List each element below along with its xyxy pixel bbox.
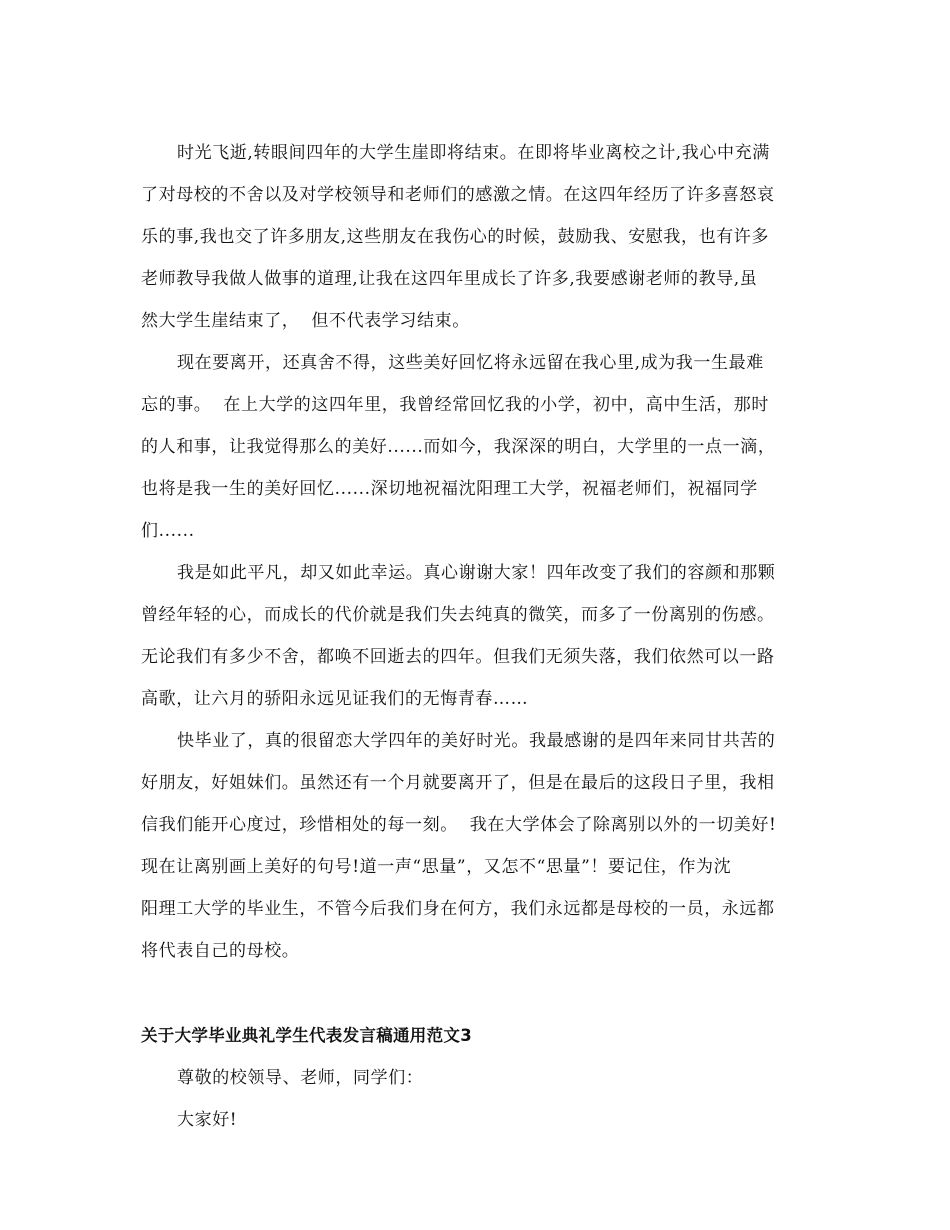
paragraph-4-line-4: 现在让离别画上美好的句号!道一声“思量”，又怎不“思量”！要记住，作为沈 bbox=[141, 857, 732, 877]
section-heading: 关于大学毕业典礼学生代表发言稿通用范文3 bbox=[141, 1026, 472, 1045]
paragraph-4-line-5: 阳理工大学的毕业生，不管今后我们身在何方，我们永远都是母校的一员，永远都 bbox=[141, 899, 775, 919]
paragraph-3-line-4: 高歌，让六月的骄阳永远见证我们的无悔青春…… bbox=[141, 689, 529, 709]
paragraph-2-line-1: 现在要离开，还真舍不得，这些美好回忆将永远留在我心里,成为我一生最难 bbox=[177, 353, 764, 373]
paragraph-4-line-3: 信我们能开心度过，珍惜相处的每一刻。 我在大学体会了除离别以外的一切美好! bbox=[141, 815, 777, 835]
paragraph-2-line-3: 的人和事，让我觉得那么的美好......而如今，我深深的明白，大学里的一点一滴， bbox=[141, 437, 776, 457]
paragraph-4-line-1: 快毕业了，真的很留恋大学四年的美好时光。我最感谢的是四年来同甘共苦的 bbox=[177, 731, 776, 751]
paragraph-1-line-2: 了对母校的不舍以及对学校领导和老师们的感激之情。在这四年经历了许多喜怒哀 bbox=[141, 185, 775, 205]
paragraph-2-line-4: 也将是我一生的美好回忆......深切地祝福沈阳理工大学，祝福老师们，祝福同学 bbox=[141, 479, 758, 499]
paragraph-3-line-3: 无论我们有多少不舍，都唤不回逝去的四年。但我们无须失落，我们依然可以一路 bbox=[141, 647, 775, 667]
paragraph-4-line-6: 将代表自己的母校。 bbox=[141, 941, 300, 961]
paragraph-1-line-1: 时光飞逝,转眼间四年的大学生崖即将结束。在即将毕业离校之计,我心中充满 bbox=[177, 143, 770, 163]
salutation-line: 大家好! bbox=[177, 1110, 238, 1130]
paragraph-1-line-4: 老师教导我做人做事的道理,让我在这四年里成长了许多,我要感谢老师的教导,虽 bbox=[141, 269, 758, 289]
paragraph-4-line-2: 好朋友，好姐妹们。虽然还有一个月就要离开了，但是在最后的这段日子里，我相 bbox=[141, 773, 775, 793]
paragraph-1-line-3: 乐的事,我也交了许多朋友,这些朋友在我伤心的时候，鼓励我、安慰我，也有许多 bbox=[141, 227, 770, 247]
paragraph-3-line-1: 我是如此平凡，却又如此幸运。真心谢谢大家！四年改变了我们的容颜和那颗 bbox=[177, 563, 776, 583]
paragraph-2-line-5: 们...... bbox=[141, 521, 195, 541]
paragraph-2-line-2: 忘的事。 在上大学的这四年里，我曾经常回忆我的小学，初中，高中生活，那时 bbox=[141, 395, 770, 415]
paragraph-3-line-2: 曾经年轻的心，而成长的代价就是我们失去纯真的微笑，而多了一份离别的伤感。 bbox=[141, 605, 775, 625]
greeting-line: 尊敬的校领导、老师，同学们： bbox=[177, 1068, 424, 1088]
paragraph-1-line-5: 然大学生崖结束了， 但不代表学习结束。 bbox=[141, 311, 470, 331]
